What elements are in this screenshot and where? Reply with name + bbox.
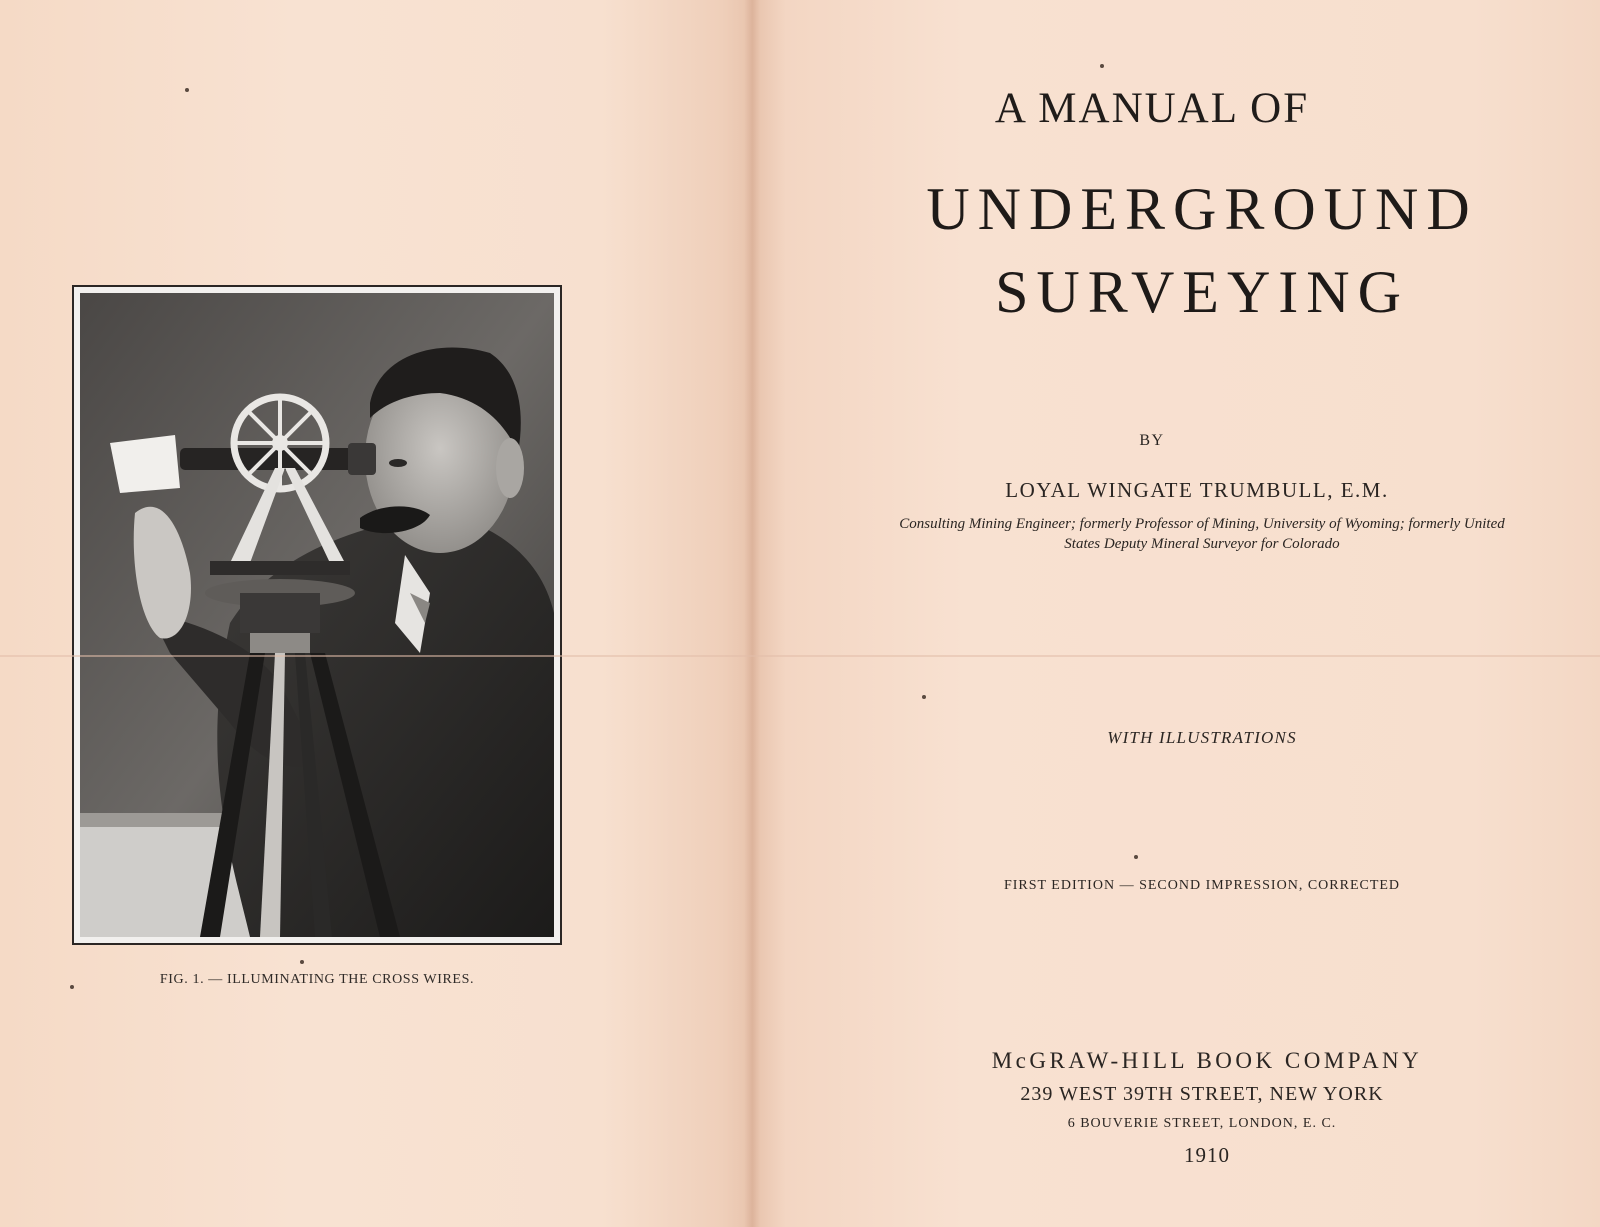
edition-note: FIRST EDITION — SECOND IMPRESSION, CORRECTED xyxy=(1003,878,1401,893)
publisher-name: McGRAW-HILL BOOK COMPANY xyxy=(991,1048,1423,1073)
title-line-1: A MANUAL OF xyxy=(994,85,1310,132)
publication-year: 1910 xyxy=(1184,1143,1230,1167)
right-page xyxy=(752,0,1600,1227)
publisher-address-london: 6 BOUVERIE STREET, LONDON, E. C. xyxy=(1067,1116,1337,1131)
by-label: BY xyxy=(1139,432,1165,449)
author-credentials: Consulting Mining Engineer; formerly Professor of Mining, University of Wyoming; formerly United States Deputy Mineral Surveyor for Colorado xyxy=(899,516,1505,552)
paper-speck xyxy=(922,695,926,699)
paper-speck xyxy=(70,985,74,989)
frontispiece-plate xyxy=(72,285,562,945)
title-page xyxy=(752,0,1600,1227)
paper-speck xyxy=(300,960,304,964)
title-line-3: SURVEYING xyxy=(995,259,1409,325)
paper-speck xyxy=(1100,64,1104,68)
left-page xyxy=(0,0,752,1227)
paper-speck xyxy=(1134,855,1138,859)
illustrations-note: WITH ILLUSTRATIONS xyxy=(1107,728,1297,747)
frontispiece-photo xyxy=(80,293,554,937)
figure-caption: FIG. 1. — ILLUMINATING THE CROSS WIRES. xyxy=(159,972,475,987)
author-name: LOYAL WINGATE TRUMBULL, E.M. xyxy=(1005,478,1389,502)
title-line-2: UNDERGROUND xyxy=(926,176,1478,242)
publisher-address: 239 WEST 39TH STREET, NEW YORK xyxy=(1020,1083,1384,1105)
paper-speck xyxy=(185,88,189,92)
book-gutter xyxy=(744,0,760,1227)
page-fold xyxy=(0,655,1600,657)
